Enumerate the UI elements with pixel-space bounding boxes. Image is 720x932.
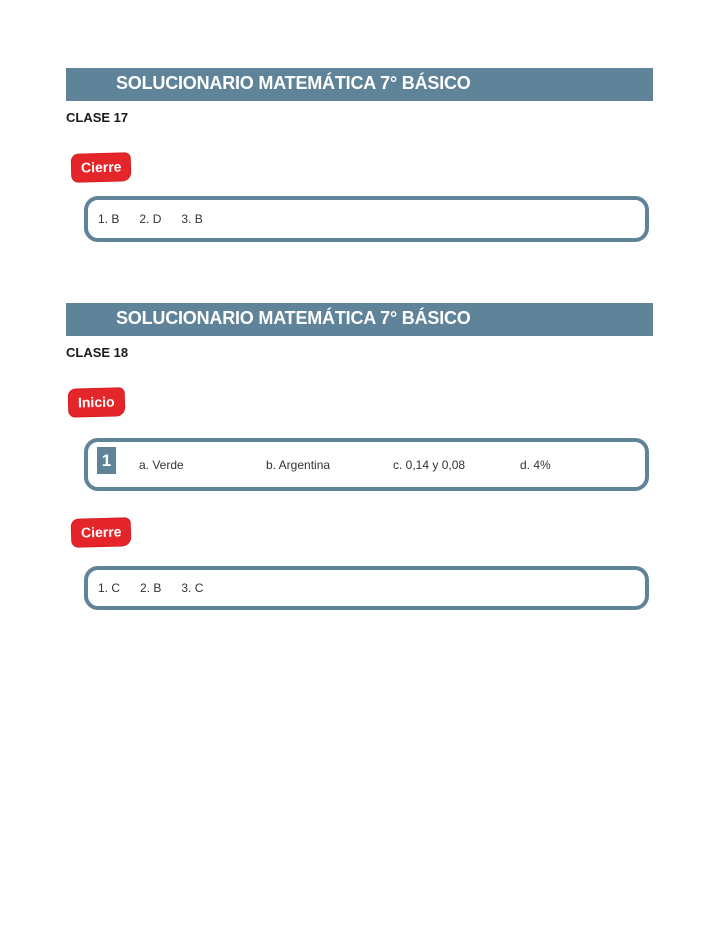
inicio-item: c. 0,14 y 0,08	[393, 457, 466, 472]
inicio-item: d. 4%	[520, 457, 551, 472]
clase-label: CLASE 18	[66, 345, 129, 360]
answer-list	[98, 581, 223, 595]
answer-list	[98, 212, 223, 226]
answer-item: 2. B	[140, 581, 162, 595]
inicio-item: b. Argentina	[266, 457, 331, 472]
answer-item: 3. B	[181, 212, 203, 226]
answer-item: 1. B	[98, 212, 120, 226]
cierre-answer-box	[84, 196, 649, 242]
cierre-tag: Cierre	[72, 153, 131, 182]
section-banner	[66, 303, 653, 336]
clase-label: CLASE 17	[66, 110, 129, 125]
cierre-tag: Cierre	[72, 518, 131, 547]
question-number-badge: 1	[97, 447, 116, 474]
banner-title: SOLUCIONARIO MATEMÁTICA 7° BÁSICO	[116, 73, 471, 93]
answer-item: 2. D	[139, 212, 162, 226]
inicio-item: a. Verde	[139, 457, 184, 472]
inicio-answer-box	[84, 438, 649, 491]
answer-item: 1. C	[98, 581, 121, 595]
inicio-tag: Inicio	[69, 388, 124, 416]
answer-item: 3. C	[181, 581, 204, 595]
section-banner	[66, 68, 653, 101]
banner-title: SOLUCIONARIO MATEMÁTICA 7° BÁSICO	[116, 308, 471, 328]
cierre-answer-box	[84, 566, 649, 610]
